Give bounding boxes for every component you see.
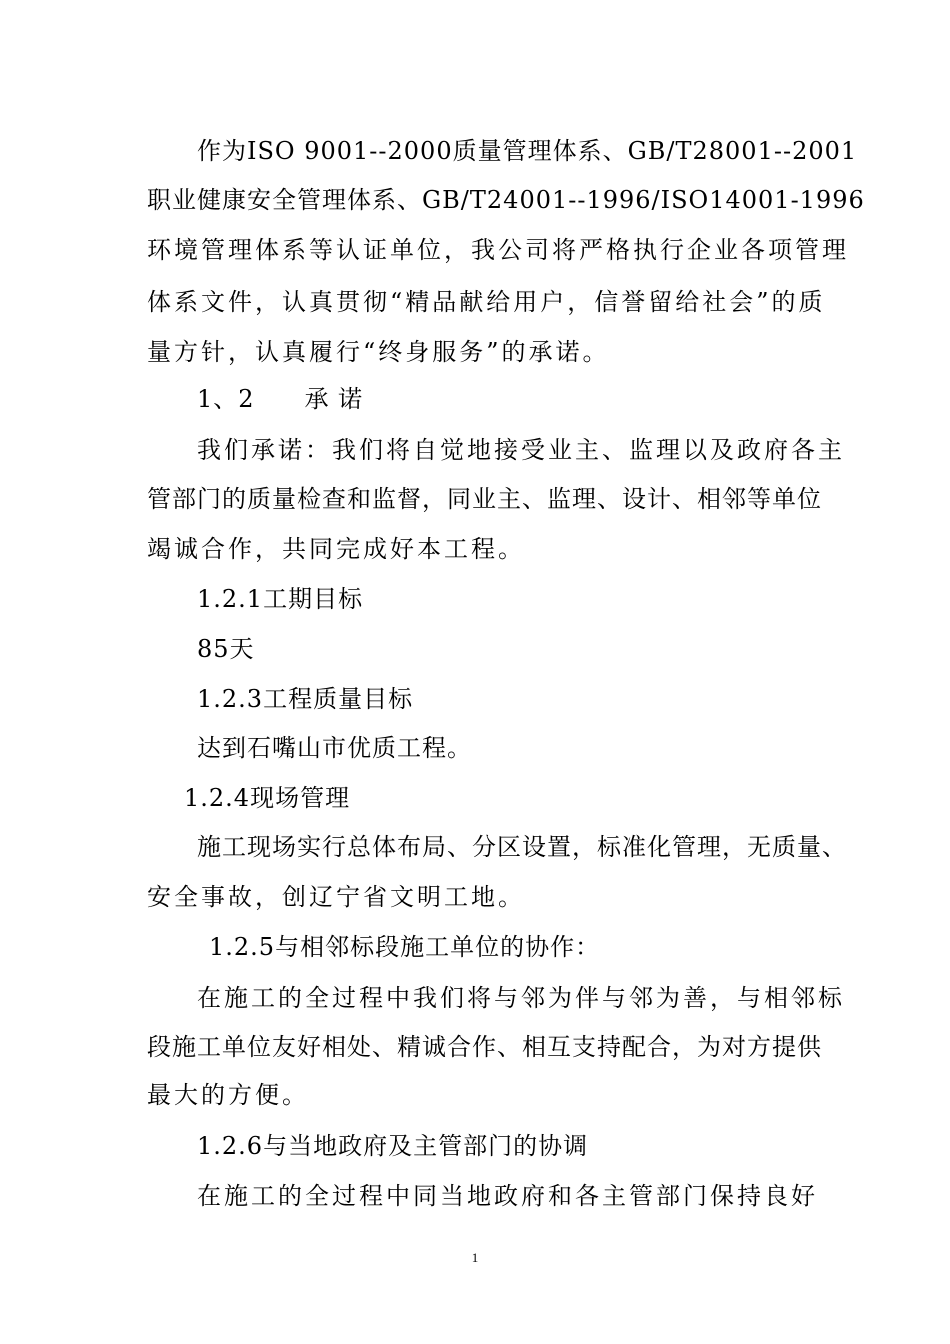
paragraph-line: 体系文件，认真贯彻“精品献给用户，信誉留给社会”的质 xyxy=(147,288,826,316)
section-heading: 1、2 承 诺 xyxy=(197,385,364,413)
paragraph-line: 管部门的质量检查和监督，同业主、监理、设计、相邻等单位 xyxy=(147,485,822,513)
paragraph-line: 我们承诺：我们将自觉地接受业主、监理以及政府各主 xyxy=(197,436,845,464)
paragraph-line: 安全事故，创辽宁省文明工地。 xyxy=(147,883,525,911)
paragraph-line: 85天 xyxy=(197,635,255,663)
paragraph-line: 段施工单位友好相处、精诚合作、相互支持配合，为对方提供 xyxy=(147,1033,822,1061)
page-number: 1 xyxy=(471,1250,479,1265)
paragraph-line: 作为ISO 9001--2000质量管理体系、GB/T28001--2001 xyxy=(197,137,858,165)
section-heading: 1.2.6与当地政府及主管部门的协调 xyxy=(197,1132,589,1160)
paragraph-line: 施工现场实行总体布局、分区设置，标准化管理，无质量、 xyxy=(197,833,847,861)
paragraph-line: 竭诚合作，共同完成好本工程。 xyxy=(147,535,525,563)
paragraph-line: 在施工的全过程中我们将与邻为伴与邻为善，与相邻标 xyxy=(197,984,845,1012)
paragraph-line: 量方针，认真履行“终身服务”的承诺。 xyxy=(147,338,610,366)
section-heading: 1.2.4现场管理 xyxy=(184,784,351,812)
paragraph-line: 达到石嘴山市优质工程。 xyxy=(197,734,472,762)
section-heading: 1.2.5与相邻标段施工单位的协作： xyxy=(209,933,601,961)
paragraph-line: 职业健康安全管理体系、GB/T24001--1996/ISO14001-1996 xyxy=(147,186,865,214)
section-heading: 1.2.3工程质量目标 xyxy=(197,685,414,713)
paragraph-line: 最大的方便。 xyxy=(147,1081,309,1109)
paragraph-line: 在施工的全过程中同当地政府和各主管部门保持良好 xyxy=(197,1182,818,1210)
paragraph-line: 环境管理体系等认证单位，我公司将严格执行企业各项管理 xyxy=(147,236,849,264)
section-heading: 1.2.1工期目标 xyxy=(197,585,364,613)
